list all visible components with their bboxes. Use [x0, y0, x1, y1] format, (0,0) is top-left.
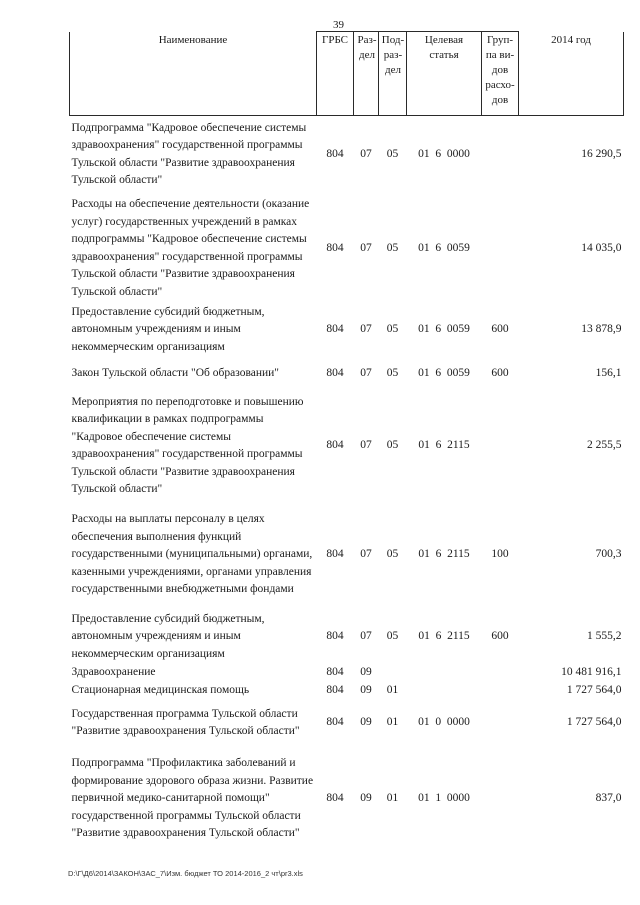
cell-grbs: 804 — [326, 792, 344, 805]
cell-group — [482, 747, 519, 851]
cell-podrazdel: 05 — [386, 367, 399, 380]
header-group: Груп-па ви-дов расхо-дов — [482, 32, 519, 116]
cell-razdel: 09 — [360, 792, 372, 805]
cell-name: Здравоохранение — [71, 666, 156, 678]
cell-name: Мероприятия по переподготовке и повышению квалификации в рамках подпрограммы "Кадровое обеспечение системы здравоохранения" государственной программы Тульской области "Развитие здравоохранения Тульской области" — [71, 395, 304, 495]
cell-target: 01 1 0000 — [418, 792, 470, 805]
cell-target — [407, 682, 482, 700]
cell-amount: 156,1 — [595, 367, 622, 380]
cell-podrazdel: 01 — [386, 792, 399, 805]
cell-amount: 10 481 916,1 — [561, 666, 622, 678]
cell-name: Расходы на выплаты персоналу в целях обеспечения выполнения функций государственными (муниципальными) органами, казенными учреждениями, органами управления государственными внебюджетными фондами — [71, 513, 313, 596]
cell-name: Закон Тульской области "Об образовании" — [71, 367, 279, 380]
cell-target: 01 6 2115 — [418, 630, 470, 643]
cell-podrazdel: 05 — [386, 323, 399, 335]
cell-group — [482, 664, 519, 682]
cell-razdel: 09 — [360, 683, 372, 696]
cell-target: 01 6 0059 — [418, 241, 470, 254]
header-amount: 2014 год — [519, 32, 624, 116]
header-grbs: ГРБС — [317, 32, 354, 116]
cell-grbs: 804 — [326, 548, 344, 561]
cell-group: 100 — [491, 548, 509, 561]
table-row — [70, 356, 624, 392]
cell-group: 600 — [491, 323, 509, 335]
cell-amount: 700,3 — [595, 548, 622, 561]
table-row — [70, 116, 624, 194]
table-body — [70, 116, 624, 852]
table-row — [70, 610, 624, 664]
cell-amount: 1 727 564,0 — [566, 716, 622, 729]
cell-grbs: 804 — [326, 683, 344, 696]
cell-name: Стационарная медицинская помощь — [71, 683, 250, 696]
cell-amount: 16 290,5 — [581, 148, 622, 160]
cell-razdel: 07 — [360, 148, 372, 160]
cell-razdel: 07 — [360, 323, 372, 335]
cell-podrazdel: 05 — [386, 548, 399, 561]
table-row — [70, 747, 624, 851]
cell-amount: 2 255,5 — [587, 439, 622, 452]
table-row — [70, 699, 624, 747]
cell-name: Предоставление субсидий бюджетным, автономным учреждениям и иным некоммерческим организациям — [71, 612, 265, 660]
table-row — [70, 194, 624, 304]
cell-group — [482, 682, 519, 700]
table-row — [70, 500, 624, 610]
cell-group: 600 — [491, 630, 509, 643]
table-row — [70, 392, 624, 500]
cell-target: 01 6 0059 — [418, 323, 470, 335]
cell-podrazdel: 05 — [386, 148, 399, 160]
cell-razdel: 09 — [360, 666, 372, 678]
footer-path: D:\Г\Д6\2014\ЗАКОН\ЗАС_7\Изм. бюджет ТО 2014-2016_2 чт\pr3.xls — [68, 869, 303, 878]
budget-table — [69, 31, 624, 851]
cell-grbs: 804 — [326, 666, 344, 678]
cell-grbs: 804 — [326, 148, 344, 160]
cell-target — [407, 664, 482, 682]
cell-group — [482, 392, 519, 500]
cell-target: 01 6 0059 — [418, 367, 470, 380]
cell-podrazdel — [379, 664, 407, 682]
cell-amount: 1 727 564,0 — [566, 683, 622, 696]
cell-podrazdel: 01 — [386, 683, 399, 696]
cell-group — [482, 699, 519, 747]
cell-target: 01 0 0000 — [418, 716, 470, 729]
cell-name: Расходы на обеспечение деятельности (оказание услуг) государственных учреждений в рамках подпрограммы "Кадровое обеспечение системы здравоохранения" государственной программы Тульской области "Развитие здравоохранения Тульской области" — [71, 198, 310, 298]
table-row — [70, 682, 624, 700]
table-row — [70, 664, 624, 682]
cell-name: Предоставление субсидий бюджетным, автономным учреждениям и иным некоммерческим организациям — [71, 305, 265, 353]
cell-grbs: 804 — [326, 439, 344, 452]
cell-grbs: 804 — [326, 241, 344, 254]
cell-razdel: 07 — [360, 439, 372, 452]
cell-amount: 14 035,0 — [581, 241, 622, 254]
cell-podrazdel: 05 — [386, 630, 399, 643]
header-target: Целевая статья — [407, 32, 482, 116]
cell-razdel: 07 — [360, 367, 372, 380]
cell-amount: 13 878,9 — [581, 323, 622, 335]
table-row — [70, 304, 624, 357]
cell-target: 01 6 2115 — [418, 548, 470, 561]
cell-razdel: 07 — [360, 548, 372, 561]
cell-podrazdel: 05 — [386, 241, 399, 254]
cell-amount: 1 555,2 — [587, 630, 622, 643]
cell-group — [482, 116, 519, 194]
cell-grbs: 804 — [326, 630, 344, 643]
cell-name: Подпрограмма "Профилактика заболеваний и формирование здорового образа жизни. Развитие первичной медико-санитарной помощи" государственной программы Тульской области "Развитие здравоохранения Тульской области" — [71, 757, 314, 840]
cell-razdel: 07 — [360, 241, 372, 254]
cell-razdel: 07 — [360, 630, 372, 643]
cell-amount: 837,0 — [595, 792, 622, 805]
cell-group — [482, 194, 519, 304]
cell-target: 01 6 0000 — [418, 148, 470, 160]
cell-target: 01 6 2115 — [418, 439, 470, 452]
header-name: Наименование — [70, 32, 317, 116]
cell-razdel: 09 — [360, 716, 372, 729]
cell-podrazdel: 05 — [386, 439, 399, 452]
cell-group: 600 — [491, 367, 509, 380]
cell-grbs: 804 — [326, 716, 344, 729]
cell-grbs: 804 — [326, 367, 344, 380]
cell-podrazdel: 01 — [386, 716, 399, 729]
cell-name: Подпрограмма "Кадровое обеспечение системы здравоохранения" государственной программы Тульской области "Развитие здравоохранения Тульской области" — [71, 121, 307, 187]
header-razdel: Раз-дел — [354, 32, 379, 116]
header-podrazdel: Под-раз-дел — [379, 32, 407, 116]
page-number: 39 — [333, 19, 344, 31]
cell-grbs: 804 — [326, 323, 344, 335]
table-header — [70, 32, 624, 116]
cell-name: Государственная программа Тульской области "Развитие здравоохранения Тульской области" — [71, 707, 300, 737]
